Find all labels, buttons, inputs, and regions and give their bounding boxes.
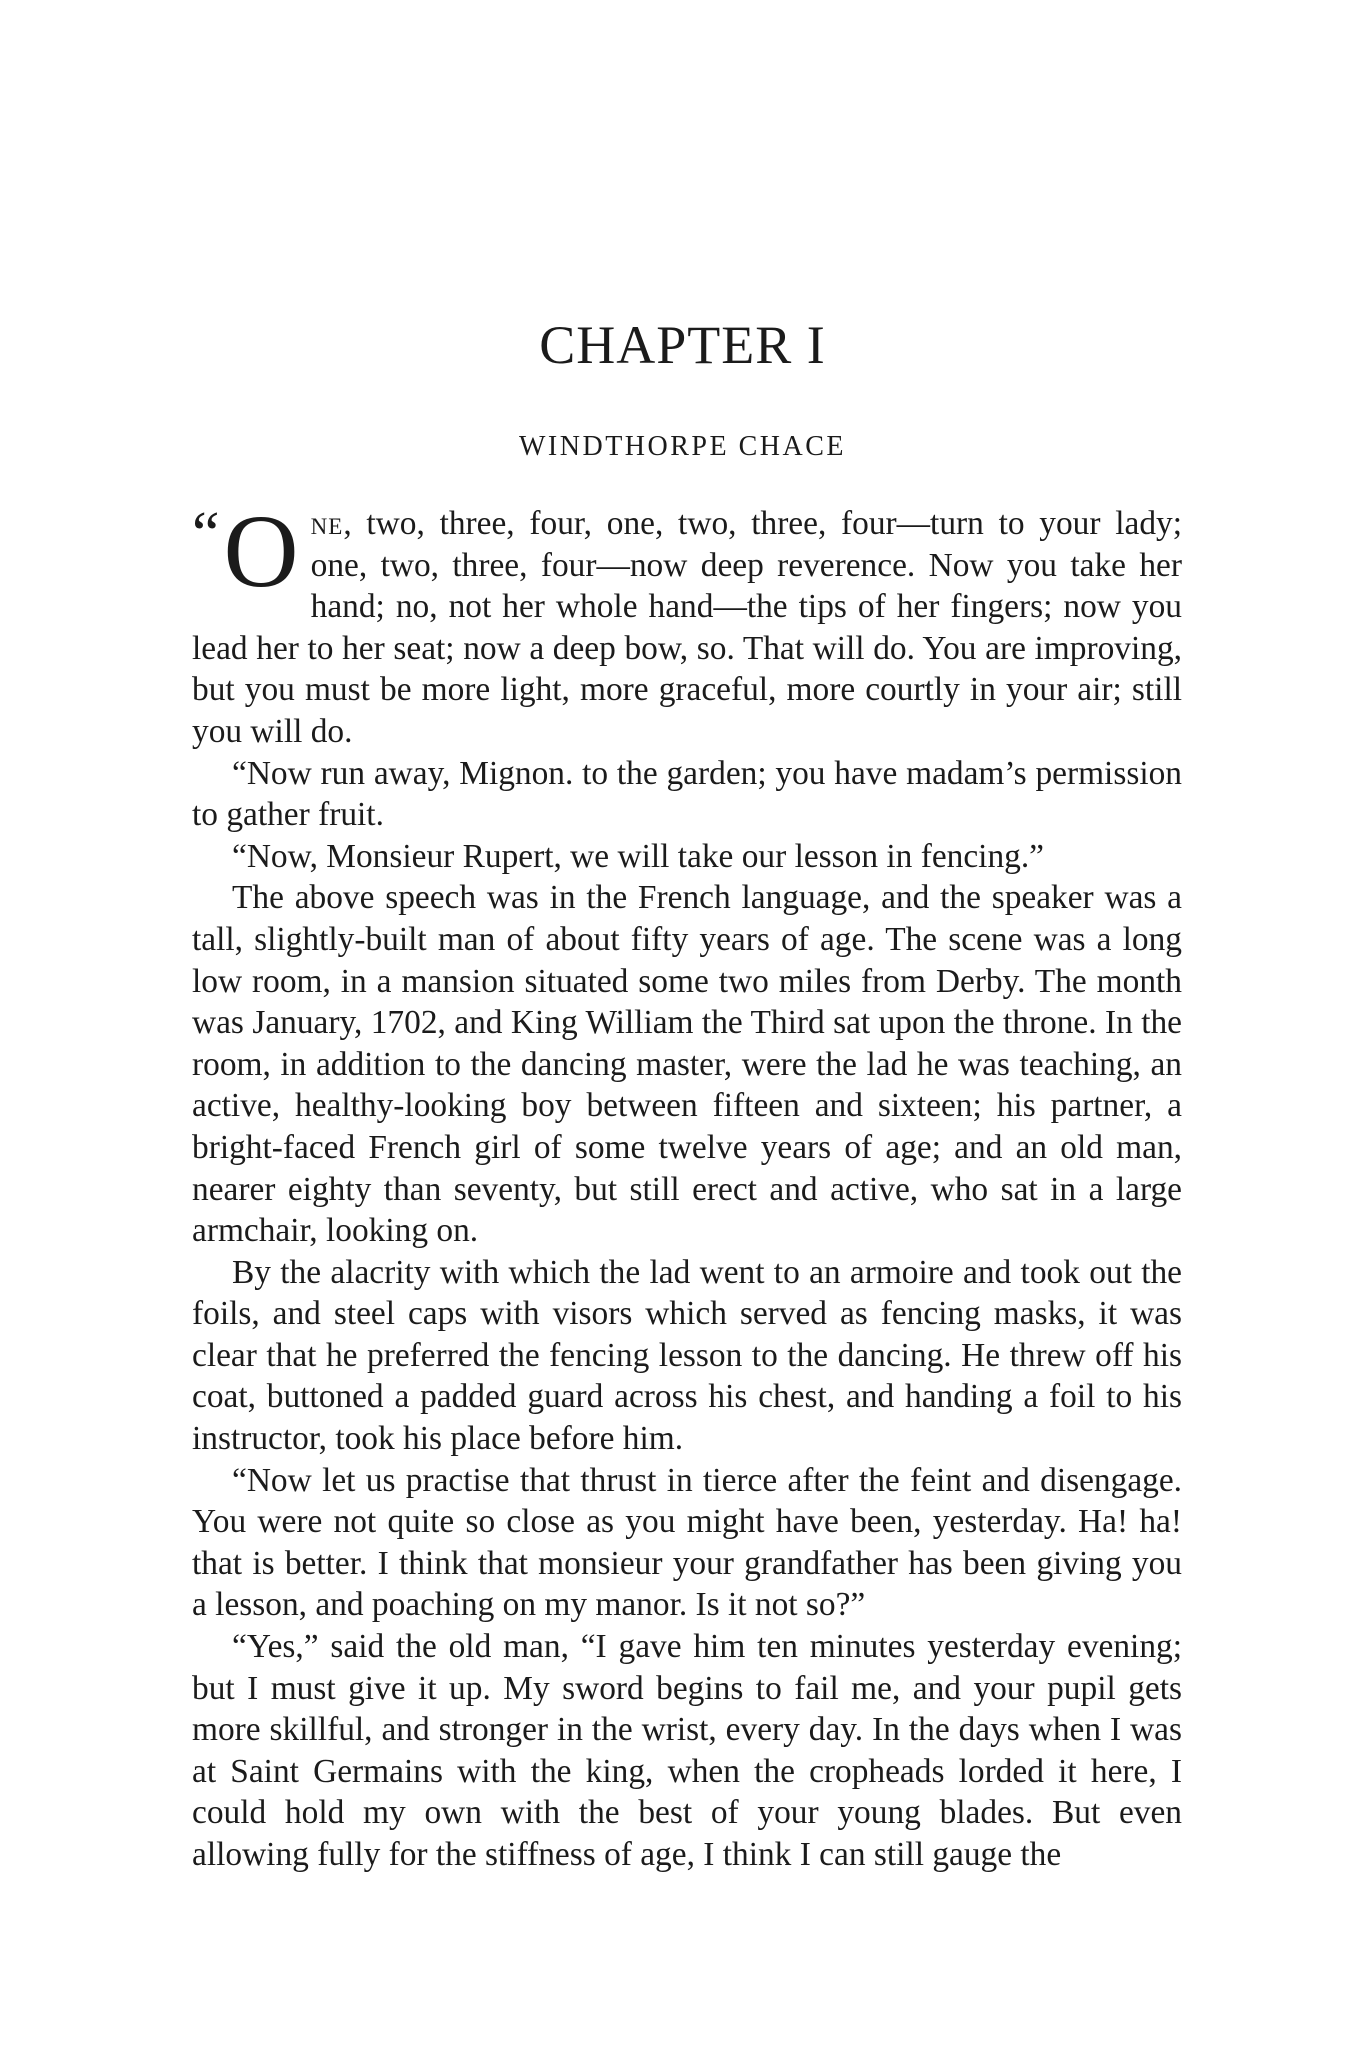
- chapter-title: CHAPTER I: [539, 315, 826, 375]
- chapter-subtitle: WINDTHORPE CHACE: [519, 431, 846, 462]
- opening-paragraph: [192, 494, 1182, 753]
- paragraph-5: “Now let us practise that thrust in tierce after the feint and disengage. You were not quite so close as you might have been, yesterday. Ha! ha! that is better. I think that monsieur your grandfather has been giving you a lesson, and poaching on my manor. Is it not so?”: [192, 1461, 1182, 1624]
- paragraph-1: “Now run away, Mignon. to the garden; you have madam’s permission to gather fruit.: [192, 754, 1182, 834]
- paragraph-4: By the alacrity with which the lad went to an armoire and took out the foils, and steel caps with visors which served as fencing masks, it was clear that he preferred the fencing lesson to the dancing. He threw off his coat, buttoned a padded guard across his chest, and handing a foil to his instructor, took his place before him.: [192, 1253, 1182, 1458]
- paragraph-3: The above speech was in the French language, and the speaker was a tall, slightly-built man of about fifty years of age. The scene was a long low room, in a mansion situated some two miles from Derby. The month was January, 1702, and King William the Third sat upon the throne. In the room, in addition to the dancing master, were the lad he was teaching, an active, healthy-looking boy between fifteen and sixteen; his partner, a bright-faced French girl of some twelve years of age; and an old man, nearer eighty than seventy, but still erect and active, who sat in a large armchair, looking on.: [192, 879, 1182, 1250]
- opening-paragraph-text: , two, three, four, one, two, three, four—turn to your lady; one, two, three, four—now deep reverence. Now you take her hand; no, not her whole hand—the tips of her fingers; now you lead her to her seat; now a deep bow, so. That will do. You are improving, but you must be more light, more graceful, more courtly in your air; still you will do.: [192, 505, 1182, 750]
- opening-small-caps: ne: [310, 505, 344, 542]
- paragraph-2: “Now, Monsieur Rupert, we will take our lesson in fencing.”: [232, 837, 1045, 875]
- chapter-body: [192, 494, 1182, 1876]
- drop-cap-letter: O: [223, 494, 299, 609]
- drop-cap-block: [192, 494, 299, 609]
- paragraph-6: “Yes,” said the old man, “I gave him ten minutes yesterday evening; but I must give it up. My sword begins to fail me, and your pupil gets more skillful, and stronger in the wrist, every day. In the days when I was at Saint Germains with the king, when the cropheads lorded it here, I could hold my own with the best of your young blades. But even allowing fully for the stiffness of age, I think I can still gauge the: [192, 1628, 1182, 1873]
- opening-quote-mark: “: [192, 500, 220, 568]
